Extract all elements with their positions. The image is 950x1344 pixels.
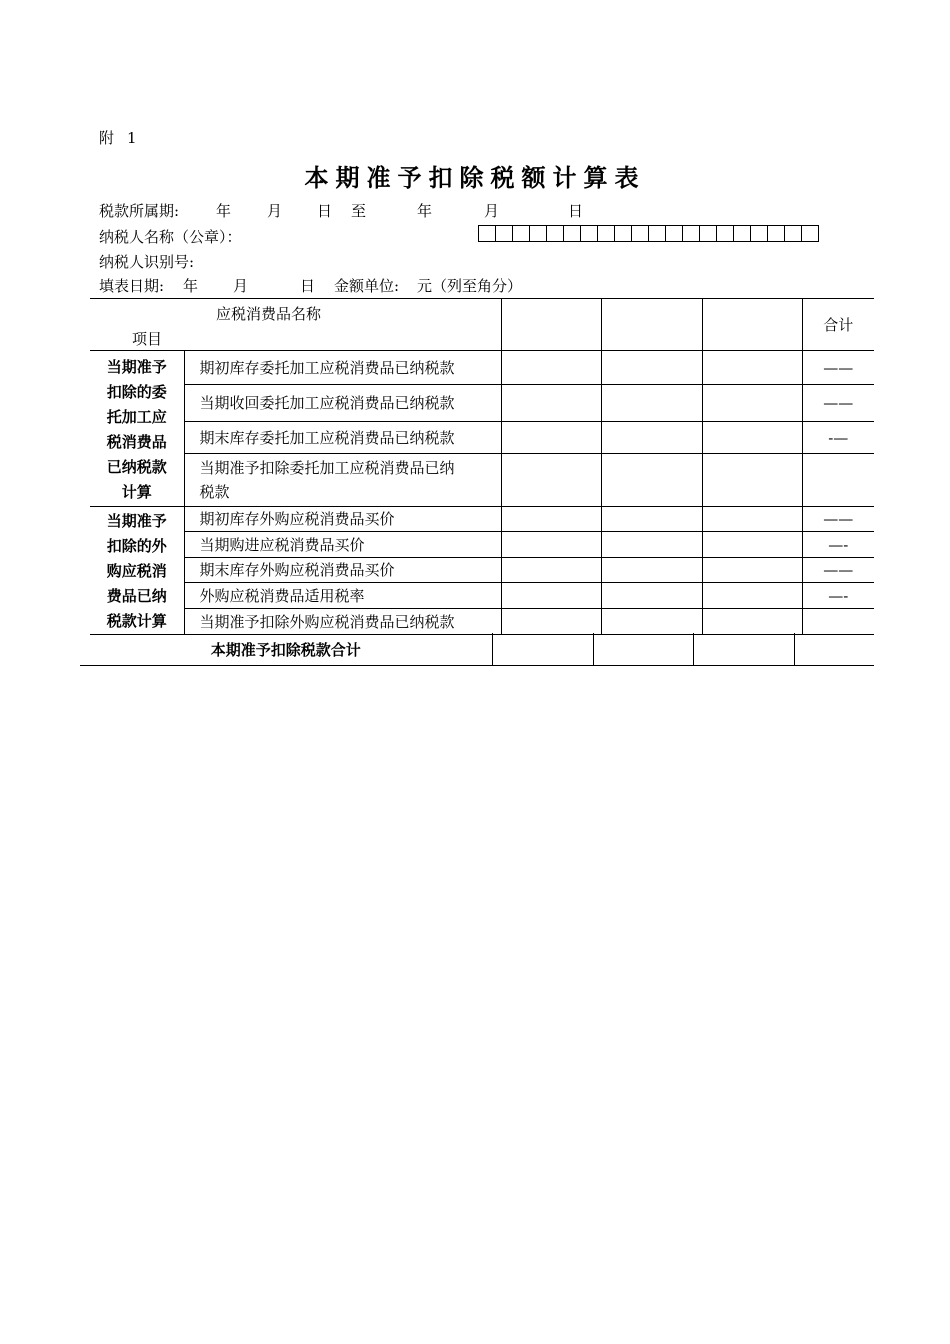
value-cell[interactable] [501, 351, 601, 385]
taxpayer-id-label: 纳税人识别号: [99, 253, 195, 271]
taxpayer-id-digit-box[interactable] [597, 225, 615, 242]
header-product-name: 应税消费品名称 [216, 305, 322, 323]
grand-total-row [80, 633, 874, 666]
value-cell[interactable] [501, 558, 601, 583]
page-title: 本期准予扣除税额计算表 [304, 164, 646, 192]
item-label: 期末库存委托加工应税消费品已纳税款 [184, 422, 501, 454]
fill-month: 月 [233, 277, 249, 295]
section1-label-line: 托加工应 [106, 408, 167, 426]
table-row [90, 385, 874, 422]
section2-label-line: 购应税消 [106, 562, 167, 580]
value-cell[interactable] [702, 351, 802, 385]
section2-label-line: 当期准予 [106, 512, 167, 530]
total-cell: —— [802, 558, 874, 583]
taxpayer-id-digit-box[interactable] [801, 225, 819, 242]
section2-label [90, 507, 184, 635]
value-cell[interactable] [702, 558, 802, 583]
item-label-line: 税款 [199, 483, 230, 501]
item-label: 外购应税消费品适用税率 [184, 583, 501, 609]
item-label [184, 454, 501, 507]
total-cell: —— [802, 351, 874, 385]
section2-label-line: 扣除的外 [106, 537, 167, 555]
fill-year: 年 [183, 277, 199, 295]
taxpayer-id-digit-box[interactable] [631, 225, 649, 242]
taxpayer-id-digit-box[interactable] [512, 225, 530, 242]
item-label: 当期准予扣除外购应税消费品已纳税款 [184, 609, 501, 635]
section1-label-line: 当期准予 [106, 358, 167, 376]
product-col-2[interactable] [601, 299, 702, 351]
taxpayer-id-digit-box[interactable] [546, 225, 564, 242]
attachment-label [99, 129, 137, 147]
value-cell[interactable] [501, 507, 601, 532]
value-cell[interactable] [702, 583, 802, 609]
taxpayer-id-digit-box[interactable] [733, 225, 751, 242]
value-cell[interactable] [601, 558, 702, 583]
value-cell[interactable] [501, 609, 601, 635]
grand-total-cell[interactable] [693, 633, 794, 666]
value-cell[interactable] [702, 422, 802, 454]
taxpayer-id-digit-box[interactable] [767, 225, 785, 242]
grand-total-cell[interactable] [794, 633, 874, 666]
period-year-2: 年 [417, 202, 433, 220]
period-to: 至 [351, 202, 367, 220]
table-row [90, 454, 874, 507]
taxpayer-id-digit-box[interactable] [563, 225, 581, 242]
value-cell[interactable] [501, 532, 601, 558]
value-cell[interactable] [601, 422, 702, 454]
section2-label-line: 税款计算 [106, 612, 167, 630]
header-diagonal-cell [90, 299, 501, 351]
table-row [90, 507, 874, 532]
taxpayer-id-digit-box[interactable] [699, 225, 717, 242]
product-col-3[interactable] [702, 299, 802, 351]
item-label: 期初库存外购应税消费品买价 [184, 507, 501, 532]
table-row [90, 609, 874, 635]
period-day-2: 日 [568, 202, 584, 220]
value-cell[interactable] [601, 532, 702, 558]
grand-total-label: 本期准予扣除税款合计 [80, 633, 492, 666]
header-total: 合计 [802, 299, 874, 351]
taxpayer-id-digit-box[interactable] [682, 225, 700, 242]
attachment-prefix: 附 [99, 129, 115, 147]
total-cell[interactable] [802, 609, 874, 635]
table-header-row [90, 299, 874, 351]
value-cell[interactable] [501, 422, 601, 454]
value-cell[interactable] [601, 583, 702, 609]
amount-unit-value: 元（列至角分） [417, 277, 523, 295]
grand-total-cell[interactable] [492, 633, 593, 666]
value-cell[interactable] [702, 454, 802, 507]
item-label: 期初库存委托加工应税消费品已纳税款 [184, 351, 501, 385]
taxpayer-id-digit-box[interactable] [648, 225, 666, 242]
total-cell[interactable] [802, 454, 874, 507]
item-label: 期末库存外购应税消费品买价 [184, 558, 501, 583]
table-row [90, 351, 874, 385]
taxpayer-id-digit-box[interactable] [784, 225, 802, 242]
section1-label [90, 351, 184, 507]
taxpayer-name-label: 纳税人名称（公章）： [99, 228, 242, 246]
section2-label-line: 费品已纳 [106, 587, 167, 605]
total-cell: —- [802, 532, 874, 558]
grand-total-cell[interactable] [593, 633, 693, 666]
total-cell: —— [802, 507, 874, 532]
value-cell[interactable] [601, 385, 702, 422]
taxpayer-id-digit-box[interactable] [478, 225, 496, 242]
fill-day: 日 [300, 277, 316, 295]
section1-label-line: 扣除的委 [106, 383, 167, 401]
period-label: 税款所属期: [99, 202, 180, 220]
header-item: 项目 [132, 330, 163, 348]
fill-date-label: 填表日期: [99, 277, 165, 295]
value-cell[interactable] [601, 507, 702, 532]
taxpayer-id-digit-box[interactable] [529, 225, 547, 242]
item-label: 当期购进应税消费品买价 [184, 532, 501, 558]
deduction-table [90, 298, 874, 635]
section1-label-line: 已纳税款 [106, 458, 167, 476]
value-cell[interactable] [702, 532, 802, 558]
period-month-1: 月 [267, 202, 283, 220]
taxpayer-id-digit-box[interactable] [580, 225, 598, 242]
taxpayer-id-digit-box[interactable] [716, 225, 734, 242]
total-cell: —- [802, 583, 874, 609]
taxpayer-id-boxes[interactable] [478, 225, 819, 242]
table-row [90, 583, 874, 609]
period-year-1: 年 [216, 202, 232, 220]
taxpayer-id-digit-box[interactable] [614, 225, 632, 242]
item-label: 当期收回委托加工应税消费品已纳税款 [184, 385, 501, 422]
total-cell: -— [802, 422, 874, 454]
amount-unit-label: 金额单位: [334, 277, 400, 295]
item-label-line: 当期准予扣除委托加工应税消费品已纳 [199, 459, 455, 477]
grand-total-table [80, 633, 874, 666]
value-cell[interactable] [501, 454, 601, 507]
value-cell[interactable] [601, 609, 702, 635]
total-cell: —— [802, 385, 874, 422]
table-row [90, 558, 874, 583]
table-row [90, 422, 874, 454]
period-day-1: 日 [317, 202, 333, 220]
value-cell[interactable] [702, 507, 802, 532]
value-cell[interactable] [702, 385, 802, 422]
product-col-1[interactable] [501, 299, 601, 351]
attachment-number: 1 [127, 129, 137, 147]
period-month-2: 月 [484, 202, 500, 220]
value-cell[interactable] [501, 385, 601, 422]
value-cell[interactable] [501, 583, 601, 609]
taxpayer-id-digit-box[interactable] [750, 225, 768, 242]
value-cell[interactable] [702, 609, 802, 635]
section1-label-line: 税消费品 [106, 433, 167, 451]
value-cell[interactable] [601, 351, 702, 385]
value-cell[interactable] [601, 454, 702, 507]
taxpayer-id-digit-box[interactable] [495, 225, 513, 242]
table-row [90, 532, 874, 558]
taxpayer-id-digit-box[interactable] [665, 225, 683, 242]
section1-label-line: 计算 [121, 483, 152, 501]
